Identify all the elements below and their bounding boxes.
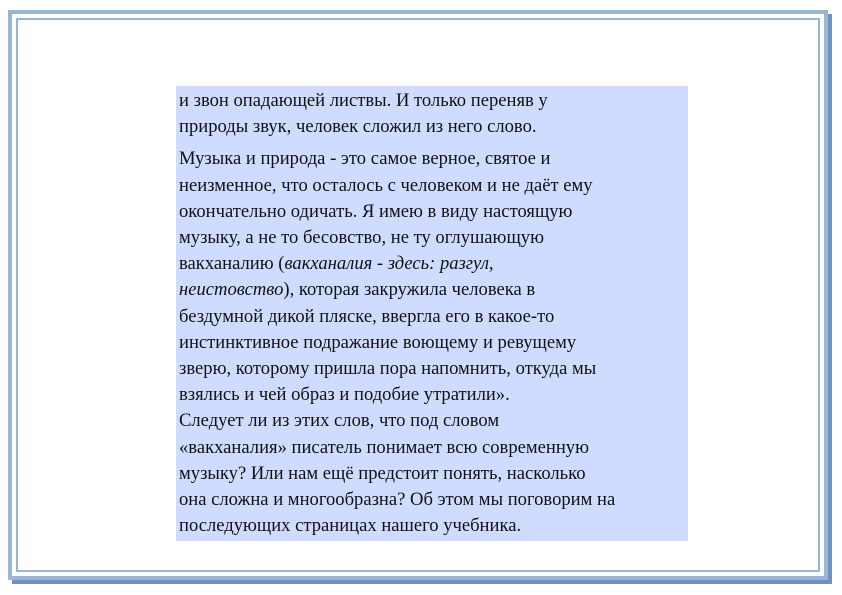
text-line: Следует ли из этих слов, что под словом: [179, 410, 500, 432]
frame-shadow-bottom: [12, 580, 832, 584]
text-line: неизменное, что осталось с человеком и не даёт ему: [179, 174, 593, 196]
text-line: окончательно одичать. Я имею в виду настоящую: [179, 200, 573, 222]
text-line: и звон опадающей листвы. И только переняв у: [179, 90, 548, 111]
text-line: музыку? Или нам ещё предстоит понять, насколько: [179, 462, 586, 484]
text-line: природы звук, человек сложил из него слово.: [179, 116, 537, 138]
text-line: Музыка и природа - это самое верное, святое и: [179, 148, 551, 170]
text-block: [176, 86, 688, 541]
text-line: зверю, которому пришла пора напомнить, откуда мы: [179, 358, 597, 380]
paragraph-2: [179, 146, 688, 408]
paragraph-1: [179, 88, 688, 140]
text-line: «вакханалия» писатель понимает всю современную: [179, 436, 589, 458]
text-line-with-italic: [179, 277, 688, 303]
text-line: она сложна и многообразна? Об этом мы поговорим на: [179, 489, 616, 511]
text-line-with-italic: [179, 251, 688, 277]
text-line: взялись и чей образ и подобие утратили».: [179, 384, 510, 406]
text-line: инстинктивное подражание воющему и ревущему: [179, 331, 577, 353]
frame-shadow-right: [828, 14, 832, 584]
text-segment: вакханалию (: [179, 253, 285, 275]
text-line: бездумной дикой пляске, ввергла его в какое-то: [179, 305, 555, 327]
text-segment: ), которая закружила человека в: [283, 279, 536, 301]
italic-note: неистовство: [179, 279, 284, 301]
paragraph-3: [179, 408, 688, 539]
italic-note: вакханалия - здесь: разгул,: [284, 253, 494, 275]
text-line: последующих страницах нашего учебника.: [179, 515, 522, 537]
text-line: музыку, а не то бесовство, не ту оглушающую: [179, 227, 544, 249]
